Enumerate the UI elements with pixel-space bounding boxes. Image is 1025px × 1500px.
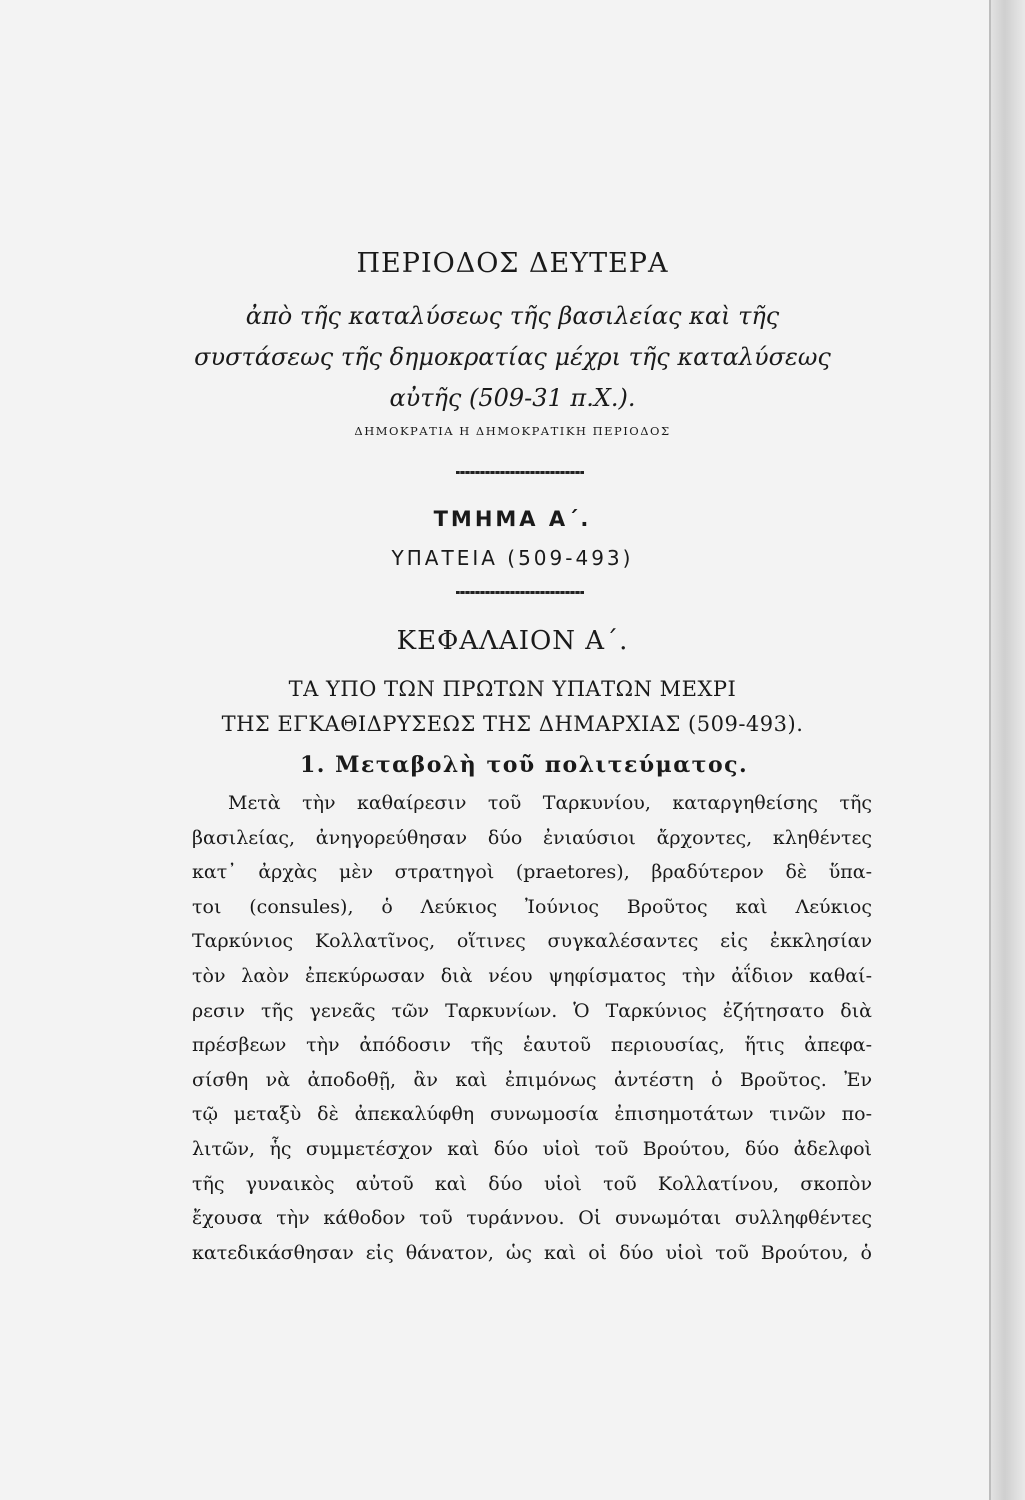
page-edge bbox=[991, 0, 1025, 1500]
text-line: ἔχουσα τὴν κάθοδον τοῦ τυράννου. Οἱ συνωμόται συλληφθέντες bbox=[192, 1207, 872, 1230]
period-subtitle-line: ἀπὸ τῆς καταλύσεως τῆς βασιλείας καὶ τῆς bbox=[245, 302, 780, 330]
section-title: ΤΜΗΜΑ Α΄. bbox=[433, 507, 592, 531]
period-subtitle bbox=[0, 296, 1025, 419]
ornamental-rule bbox=[456, 471, 584, 474]
text-line: λιτῶν, ἧς συμμετέσχον καὶ δύο υἱοὶ τοῦ Βρούτου, δύο ἀδελφοὶ bbox=[192, 1137, 872, 1160]
body-text bbox=[192, 786, 872, 1270]
chapter-subtitle-line: ΤΑ ΥΠΟ ΤΩΝ ΠΡΩΤΩΝ ΥΠΑΤΩΝ ΜΕΧΡΙ bbox=[288, 677, 737, 701]
section-heading: 1. Μεταβολὴ τοῦ πολιτεύματος. bbox=[300, 752, 749, 778]
period-subtitle-line: αὐτῆς (509-31 π.Χ.). bbox=[389, 384, 636, 412]
text-line: τῷ μεταξὺ δὲ ἀπεκαλύφθη συνωμοσία ἐπισημοτάτων τινῶν πο- bbox=[192, 1103, 872, 1126]
text-line: τὸν λαὸν ἐπεκύρωσαν διὰ νέου ψηφίσματος τὴν ἀΐδιον καθαί- bbox=[192, 964, 872, 987]
text-line: κατεδικάσθησαν εἰς θάνατον, ὡς καὶ οἱ δύο υἱοὶ τοῦ Βρούτου, ὁ bbox=[192, 1241, 872, 1264]
text-line: Μετὰ τὴν καθαίρεσιν τοῦ Ταρκυνίου, καταργηθείσης τῆς bbox=[228, 792, 872, 814]
text-line: τοι (consules), ὁ Λεύκιος Ἰούνιος Βροῦτος καὶ Λεύκιος bbox=[192, 895, 872, 918]
ornamental-rule bbox=[456, 591, 584, 594]
chapter-title: ΚΕΦΑΛΑΙΟΝ Α΄. bbox=[396, 626, 629, 656]
text-line: ρεσιν τῆς γενεᾶς τῶν Ταρκυνίων. Ὁ Ταρκύνιος ἐζήτησατο διὰ bbox=[192, 999, 872, 1022]
text-line: κατ᾽ ἀρχὰς μὲν στρατηγοὶ (praetores), βραδύτερον δὲ ὕπα- bbox=[192, 861, 872, 884]
chapter-subtitle bbox=[0, 672, 1025, 742]
period-subtitle-line: συστάσεως τῆς δημοκρατίας μέχρι τῆς καταλύσεως bbox=[194, 343, 831, 371]
period-title: ΠΕΡΙΟΔΟΣ ΔΕΥΤΕΡΑ bbox=[356, 248, 669, 279]
period-small-caps: ΔΗΜΟΚΡΑΤΙΑ Η ΔΗΜΟΚΡΑΤΙΚΗ ΠΕΡΙΟΔΟΣ bbox=[354, 424, 671, 438]
text-line: σίσθη νὰ ἀποδοθῇ, ἂν καὶ ἐπιμόνως ἀντέστη ὁ Βροῦτος. Ἐν bbox=[192, 1068, 872, 1091]
text-line: βασιλείας, ἀνηγορεύθησαν δύο ἐνιαύσιοι ἄρχοντες, κληθέντες bbox=[192, 826, 872, 849]
chapter-subtitle-line: ΤΗΣ ΕΓΚΑΘΙΔΡΥΣΕΩΣ ΤΗΣ ΔΗΜΑΡΧΙΑΣ (509-493). bbox=[221, 712, 804, 736]
text-line: τῆς γυναικὸς αὐτοῦ καὶ δύο υἱοὶ τοῦ Κολλατίνου, σκοπὸν bbox=[192, 1172, 872, 1195]
text-line: πρέσβεων τὴν ἀπόδοσιν τῆς ἑαυτοῦ περιουσίας, ἥτις ἀπεφα- bbox=[192, 1034, 872, 1057]
text-line: Ταρκύνιος Κολλατῖνος, οἵτινες συγκαλέσαντες εἰς ἐκκλησίαν bbox=[192, 930, 872, 953]
section-subtitle: ΥΠΑΤΕΙΑ (509-493) bbox=[391, 546, 634, 570]
